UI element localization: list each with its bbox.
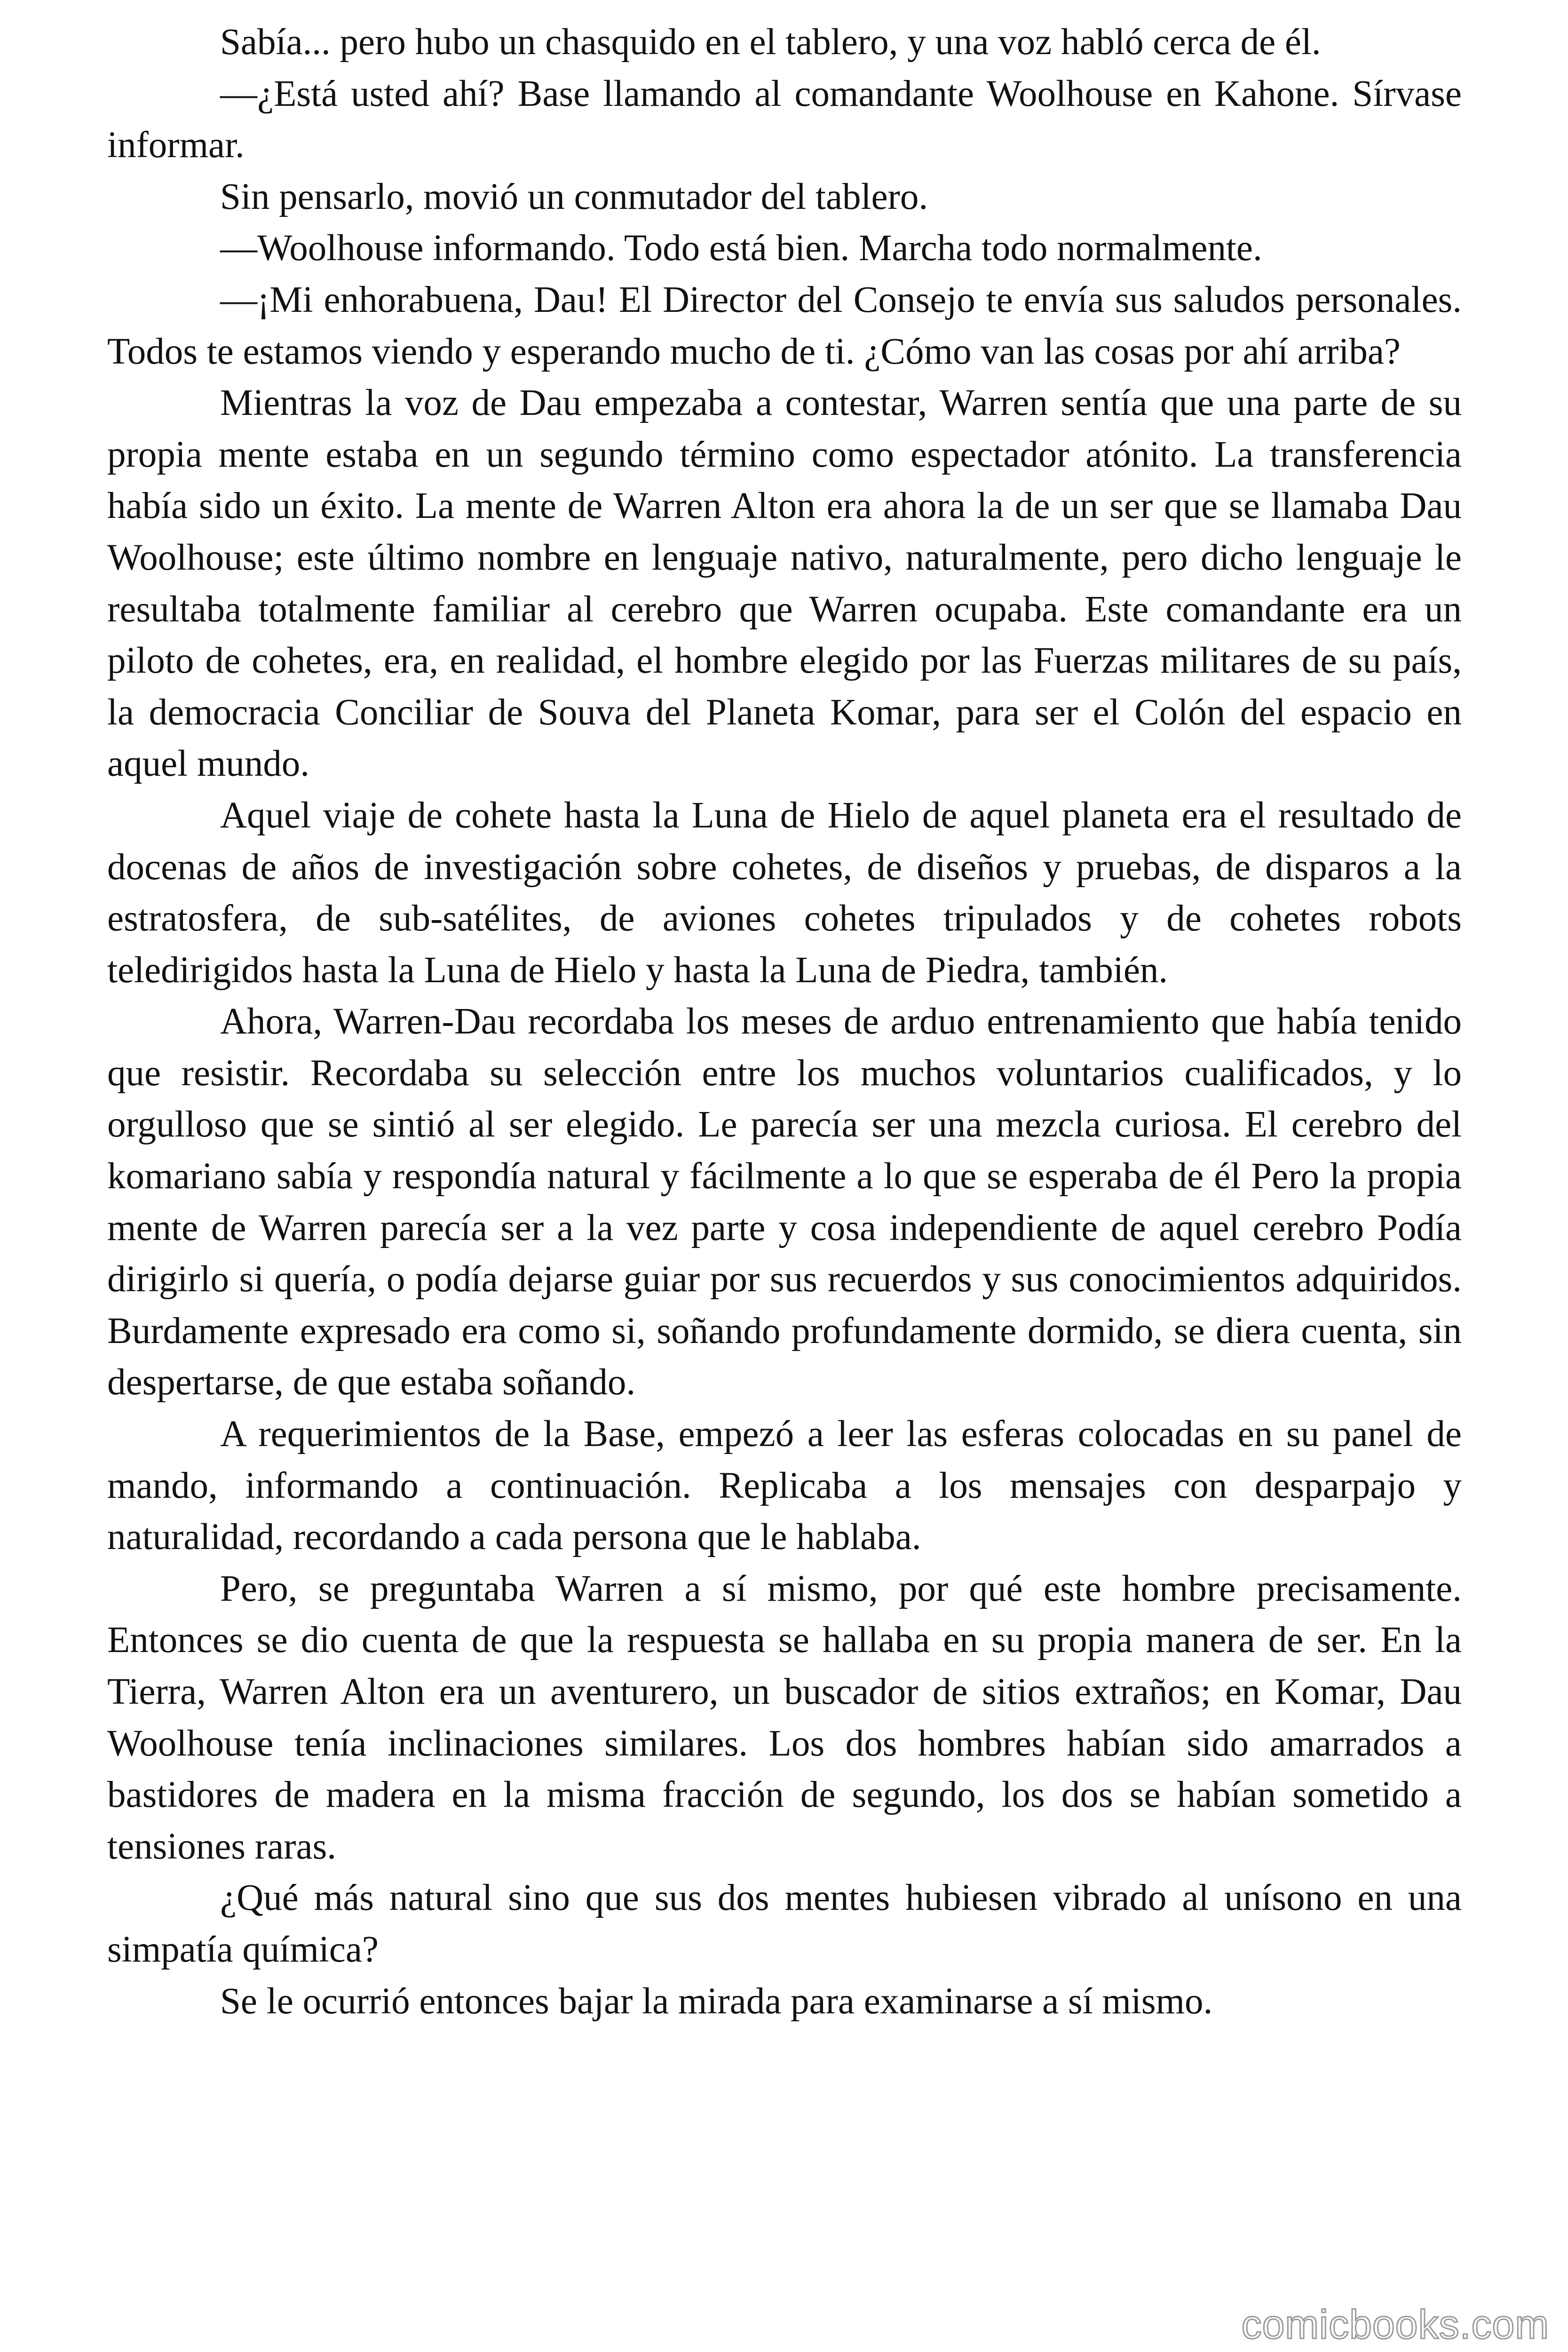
- paragraph-8: Ahora, Warren-Dau recordaba los meses de arduo entrenamiento que había tenido que resistir. Recordaba su selección entre los muchos voluntarios cualificados, y lo orgulloso que se sintió al ser elegido. Le parecía ser una mezcla curiosa. El cerebro del komariano sabía y respondía natural y fácilmente a lo que se esperaba de él Pero la propia mente de Warren parecía ser a la vez parte y cosa independiente de aquel cerebro Podía dirigirlo si quería, o podía dejarse guiar por sus recuerdos y sus conocimientos adquiridos. Burdamente expresado era como si, soñando profundamente dormido, se diera cuenta, sin despertarse, de que estaba soñando.: [107, 1001, 1462, 1403]
- paragraph-9: A requerimientos de la Base, empezó a leer las esferas colocadas en su panel de mando, informando a continuación. Replicaba a los mensajes con desparpajo y naturalidad, recordando a cada persona que le hablaba.: [107, 1414, 1462, 1558]
- paragraph-4: —Woolhouse informando. Todo está bien. Marcha todo normalmente.: [220, 228, 1262, 269]
- paragraph-11: ¿Qué más natural sino que sus dos mentes hubiesen vibrado al unísono en una simpatía química?: [107, 1877, 1462, 1970]
- paragraph-12: Se le ocurrió entonces bajar la mirada para examinarse a sí mismo.: [220, 1980, 1213, 2022]
- paragraph-6: Mientras la voz de Dau empezaba a contestar, Warren sentía que una parte de su propia mente estaba en un segundo término como espectador atónito. La transferencia había sido un éxito. La mente de Warren Alton era ahora la de un ser que se llamaba Dau Woolhouse; este último nombre en lenguaje nativo, naturalmente, pero dicho lenguaje le resultaba totalmente familiar al cerebro que Warren ocupaba. Este comandante era un piloto de cohetes, era, en realidad, el hombre elegido por las Fuerzas militares de su país, la democracia Conciliar de Souva del Planeta Komar, para ser el Colón del espacio en aquel mundo.: [107, 382, 1462, 785]
- paragraph-10: Pero, se preguntaba Warren a sí mismo, por qué este hombre precisamente. Entonces se dio cuenta de que la respuesta se hallaba en su propia manera de ser. En la Tierra, Warren Alton era un aventurero, un buscador de sitios extraños; en Komar, Dau Woolhouse tenía inclinaciones similares. Los dos hombres habían sido amarrados a bastidores de madera en la misma fracción de segundo, los dos se habían sometido a tensiones raras.: [107, 1568, 1462, 1867]
- watermark-logo: comicbooks.com: [1241, 2302, 1549, 2347]
- paragraph-1: Sabía... pero hubo un chasquido en el tablero, y una voz habló cerca de él.: [220, 22, 1321, 63]
- paragraph-2: —¿Está usted ahí? Base llamando al comandante Woolhouse en Kahone. Sírvase informar.: [107, 73, 1462, 166]
- book-page-text: [107, 16, 1462, 2027]
- paragraph-3: Sin pensarlo, movió un conmutador del tablero.: [220, 176, 928, 217]
- paragraph-5: —¡Mi enhorabuena, Dau! El Director del Consejo te envía sus saludos personales. Todos te estamos viendo y esperando mucho de ti. ¿Cómo van las cosas por ahí arriba?: [107, 279, 1462, 372]
- paragraph-7: Aquel viaje de cohete hasta la Luna de Hielo de aquel planeta era el resultado de docenas de años de investigación sobre cohetes, de diseños y pruebas, de disparos a la estratosfera, de sub-satélites, de aviones cohetes tripulados y de cohetes robots teledirigidos hasta la Luna de Hielo y hasta la Luna de Piedra, también.: [107, 795, 1462, 991]
